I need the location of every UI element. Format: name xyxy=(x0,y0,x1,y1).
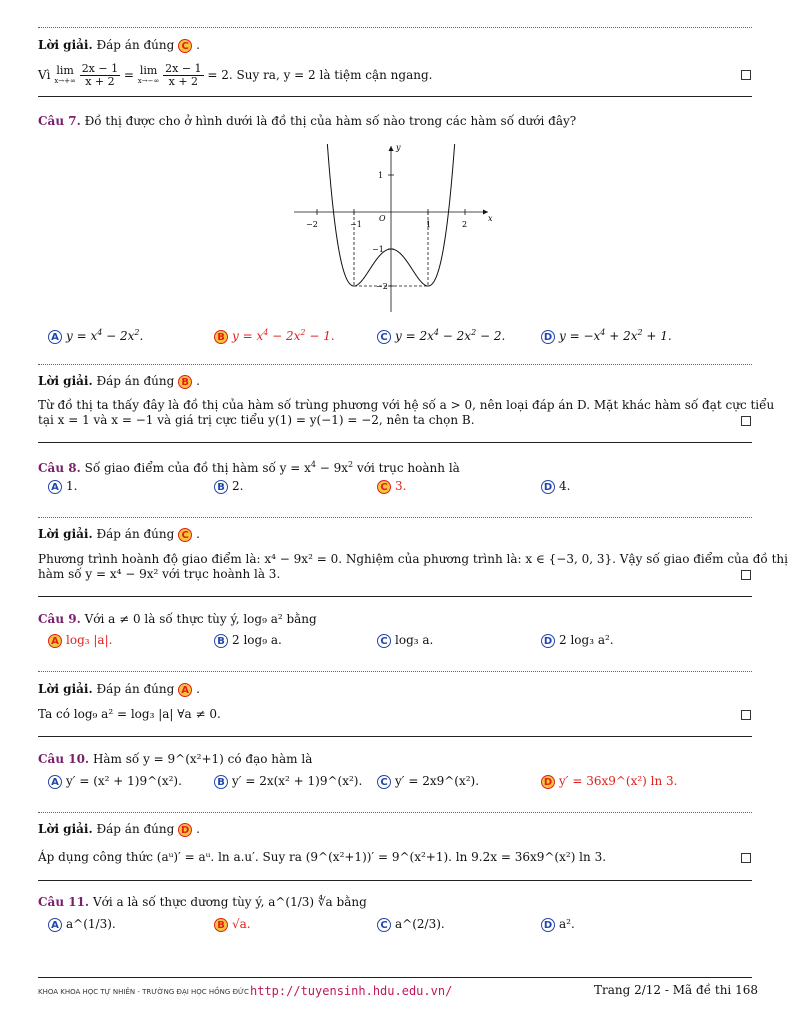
q7-question xyxy=(38,114,576,128)
question-number: Câu 7. xyxy=(38,114,81,128)
q11-question: Câu 11. Với a là số thực dương tùy ý, a^(1/3) ∜a bằng xyxy=(38,895,367,909)
qed-box xyxy=(741,70,751,80)
question-text: Đồ thị được cho ở hình dưới là đồ thị của hàm số nào trong các hàm số dưới đây? xyxy=(84,114,577,128)
q10-option-b[interactable]: B y′ = 2x(x² + 1)9^(x²). xyxy=(214,773,362,789)
q10-solution-header: Lời giải. Đáp án đúng D . xyxy=(38,822,200,836)
answer-badge: B xyxy=(178,375,192,389)
q8-question: Câu 8. Số giao điểm của đồ thị hàm số $y = x^4 - 9x^2$ với trục hoành là xyxy=(38,460,460,475)
q6-solution-header: Lời giải. Đáp án đúng C . xyxy=(38,38,200,52)
q10-question: Câu 10. Hàm số y = 9^(x²+1) có đạo hàm là xyxy=(38,752,313,766)
separator-dots xyxy=(38,812,752,813)
function-graph xyxy=(288,140,498,320)
q8-solution-header: Lời giải. Đáp án đúng C . xyxy=(38,527,200,541)
footer-institution: KHOA KHOA HỌC TỰ NHIÊN - TRƯỜNG ĐẠI HỌC HỒNG ĐỨC xyxy=(38,988,249,996)
q9-solution-header: Lời giải. Đáp án đúng A . xyxy=(38,682,200,696)
q8-solution-line-1: Phương trình hoành độ giao điểm là: x⁴ − 9x² = 0. Nghiệm của phương trình là: x ∈ {−3, 0, 3}. Vậy số giao điểm của đồ thị xyxy=(38,552,788,566)
answer-prefix: Đáp án đúng xyxy=(96,38,175,52)
separator-dots xyxy=(38,364,752,365)
q10-option-d[interactable]: D y′ = 36x9^(x²) ln 3. xyxy=(541,773,678,789)
separator-rule xyxy=(38,596,752,597)
page-number: Trang 2/12 - Mã đề thi 168 xyxy=(594,983,758,997)
q9-question: Câu 9. Với a ≠ 0 là số thực tùy ý, log₉ a² bằng xyxy=(38,612,317,626)
q7-option-b[interactable]: B $y = x^4 - 2x^2 - 1$. xyxy=(214,325,335,344)
q8-solution-line-2: hàm số y = x⁴ − 9x² với trục hoành là 3. xyxy=(38,567,281,581)
option-badge: C xyxy=(377,330,391,344)
q9-solution-line-1: Ta có log₉ a² = log₃ |a| ∀a ≠ 0. xyxy=(38,707,221,721)
separator-rule xyxy=(38,442,752,443)
origin-label: O xyxy=(379,214,386,223)
separator-rule xyxy=(38,880,752,881)
tick-label-y: −2 xyxy=(376,282,388,291)
option-badge: D xyxy=(541,330,555,344)
q7-option-c[interactable]: C $y = 2x^4 - 2x^2 - 2$. xyxy=(377,325,505,344)
limit-2: lim x→−∞ xyxy=(137,63,160,85)
tick-label-x: 1 xyxy=(426,220,432,229)
qed-box xyxy=(741,416,751,426)
limit-1: lim x→+∞ xyxy=(54,63,76,85)
q11-option-a[interactable]: A a^(1/3). xyxy=(48,916,116,932)
answer-badge: A xyxy=(178,683,192,697)
tick-label-y: 1 xyxy=(378,171,384,180)
y-axis-label: y xyxy=(396,143,401,152)
q7-option-a[interactable]: A $y = x^4 - 2x^2$. xyxy=(48,325,143,344)
separator-dots xyxy=(38,671,752,672)
q9-option-d[interactable]: D 2 log₃ a². xyxy=(541,632,614,648)
tick-label-y: −1 xyxy=(372,245,384,254)
q11-option-c[interactable]: C a^(2/3). xyxy=(377,916,445,932)
answer-badge: D xyxy=(178,823,192,837)
qed-box xyxy=(741,570,751,580)
q11-option-b[interactable]: B √a. xyxy=(214,916,251,932)
separator-dots xyxy=(38,517,752,518)
q8-option-b[interactable]: B 2. xyxy=(214,478,243,494)
fraction-1: $\frac{2x - 1}{x + 2}$ xyxy=(81,62,119,88)
fraction-2: $\frac{2x - 1}{x + 2}$ xyxy=(165,62,202,88)
q9-option-a[interactable]: A log₃ |a|. xyxy=(48,632,112,648)
tick-label-x: 2 xyxy=(462,220,468,229)
q7-solution-line-2: tại x = 1 và x = −1 và giá trị cực tiểu y(1) = y(−1) = −2, nên ta chọn B. xyxy=(38,413,475,427)
qed-box xyxy=(741,853,751,863)
tick-label-x: −2 xyxy=(306,220,318,229)
q8-option-d[interactable]: D 4. xyxy=(541,478,570,494)
solution-title: Lời giải. xyxy=(38,38,93,52)
q10-solution-line-1: Áp dụng công thức (aᵘ)′ = aᵘ. ln a.u′. Suy ra (9^(x²+1))′ = 9^(x²+1). ln 9.2x = 36x9^(x²) ln 3. xyxy=(38,850,607,864)
x-axis-label: x xyxy=(488,214,493,223)
q10-option-c[interactable]: C y′ = 2x9^(x²). xyxy=(377,773,479,789)
footer-rule xyxy=(38,977,752,978)
q6-solution-text: Vì lim x→+∞ $\frac{2x - 1}{x + 2}$ = lim x→−∞ $\frac{2x - 1}{x + 2}$ = 2. Suy ra, y = 2 là tiệm cận ngang. xyxy=(38,62,433,88)
q7-solution-header: Lời giải. Đáp án đúng B . xyxy=(38,374,200,388)
option-badge: A xyxy=(48,330,62,344)
q10-option-a[interactable]: A y′ = (x² + 1)9^(x²). xyxy=(48,773,182,789)
separator-rule xyxy=(38,96,752,97)
q9-option-b[interactable]: B 2 log₉ a. xyxy=(214,632,282,648)
q7-option-d[interactable]: D $y = -x^4 + 2x^2 + 1$. xyxy=(541,325,672,344)
q11-option-d[interactable]: D a². xyxy=(541,916,575,932)
footer-link[interactable]: http://tuyensinh.hdu.edu.vn/ xyxy=(250,984,453,998)
q8-option-a[interactable]: A 1. xyxy=(48,478,77,494)
separator-dots xyxy=(38,27,752,28)
tick-label-x: −1 xyxy=(350,220,362,229)
option-badge: B xyxy=(214,330,228,344)
separator-rule xyxy=(38,736,752,737)
qed-box xyxy=(741,710,751,720)
q9-option-c[interactable]: C log₃ a. xyxy=(377,632,433,648)
y-axis-arrow xyxy=(389,146,394,151)
q7-solution-line-1: Từ đồ thị ta thấy đây là đồ thị của hàm số trùng phương với hệ số a > 0, nên loại đáp án D. Mặt khác hàm số đạt cực tiểu xyxy=(38,398,775,412)
answer-badge: C xyxy=(178,39,192,53)
q8-option-c[interactable]: C 3. xyxy=(377,478,406,494)
answer-badge: C xyxy=(178,528,192,542)
